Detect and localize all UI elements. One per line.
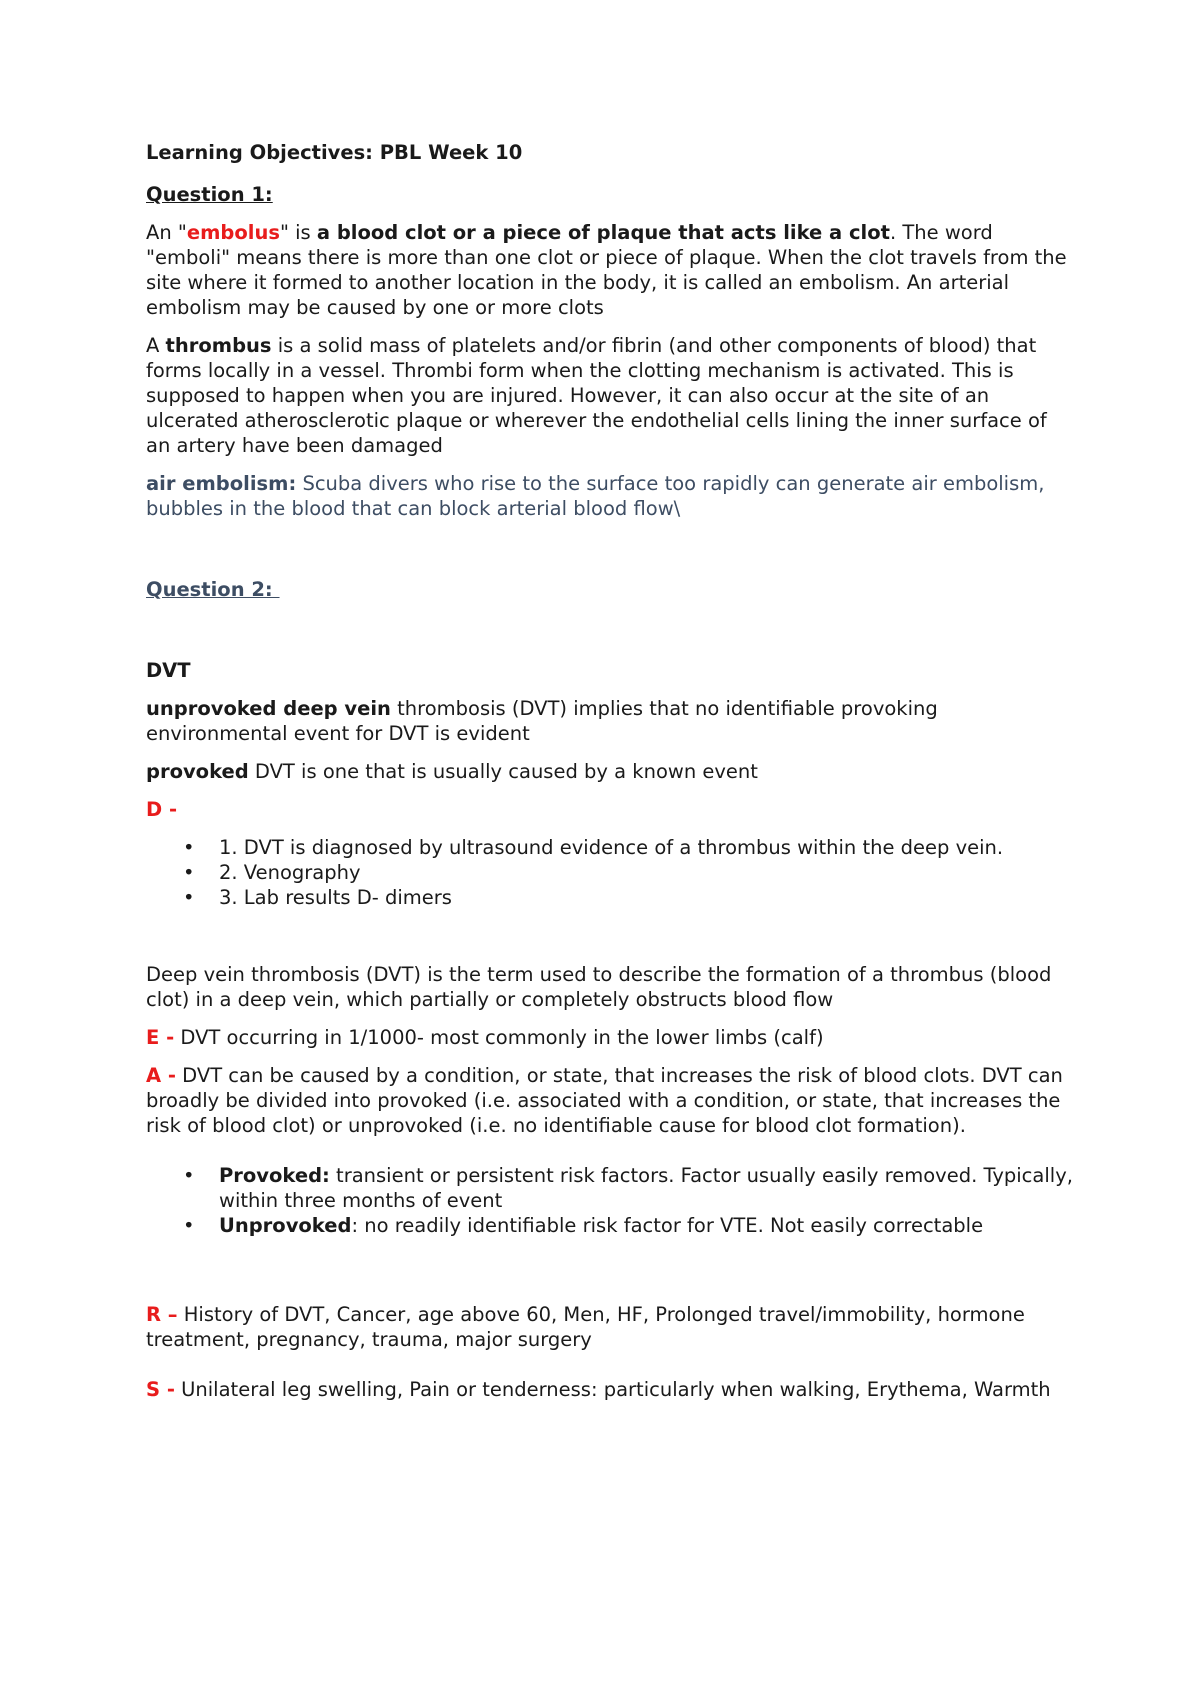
- thrombus-term: thrombus: [165, 334, 272, 357]
- embolus-paragraph: [146, 220, 1076, 320]
- aetiology-label: A -: [146, 1064, 176, 1087]
- provoked-paragraph: [146, 759, 1076, 784]
- embolus-definition: a blood clot or a piece of plaque that acts like a clot: [316, 221, 890, 244]
- unprovoked-paragraph: [146, 696, 1076, 746]
- risk-factors-paragraph: [146, 1302, 1076, 1352]
- bullet-icon: •: [183, 1214, 195, 1237]
- provoked-term: provoked: [146, 760, 249, 783]
- list-item: • 3. Lab results D- dimers: [183, 886, 452, 909]
- list-item: • Provoked: transient or persistent risk factors. Factor usually easily removed. Typically, within three months of event: [183, 1164, 1073, 1212]
- thrombus-rest: is a solid mass of platelets and/or fibrin (and other components of blood) that forms locally in a vessel. Thrombi form when the clotting mechanism is activated. This is supposed to happen when you are injured. However, it can also occur at the site of an ulcerated atherosclerotic plaque or wherever the endothelial cells lining the inner surface of an artery have been damaged: [146, 334, 1047, 457]
- bullet-icon: •: [183, 886, 195, 909]
- aetiology-list: [146, 1163, 1076, 1238]
- risk-factors-label: R –: [146, 1303, 178, 1326]
- thrombus-paragraph: [146, 333, 1076, 458]
- provoked-rest: DVT is one that is usually caused by a known event: [248, 760, 758, 783]
- aetiology-text: DVT can be caused by a condition, or state, that increases the risk of blood clots. DVT can broadly be divided into provoked (i.e. associated with a condition, or state, that increases the risk of blood clot) or unprovoked (i.e. no identifiable cause for blood clot formation).: [146, 1064, 1063, 1137]
- list-item: • 1. DVT is diagnosed by ultrasound evidence of a thrombus within the deep vein.: [183, 836, 1004, 859]
- document-body: [146, 140, 1076, 1402]
- unprovoked-term: unprovoked deep vein: [146, 697, 391, 720]
- air-embolism-paragraph: [146, 471, 1076, 521]
- diagnosis-label: D -: [146, 798, 178, 821]
- symptoms-text: Unilateral leg swelling, Pain or tenderness: particularly when walking, Erythema, Warmth: [174, 1378, 1051, 1401]
- unprovoked-rest: thrombosis (DVT) implies that no identifiable provoking environmental event for DVT is evident: [146, 697, 938, 745]
- question-2-heading: Question 2:: [146, 578, 280, 601]
- risk-factors-text: History of DVT, Cancer, age above 60, Men, HF, Prolonged travel/immobility, hormone treatment, pregnancy, trauma, major surgery: [146, 1303, 1025, 1351]
- epidemiology-label: E -: [146, 1026, 175, 1049]
- bullet-icon: •: [183, 1164, 195, 1187]
- symptoms-paragraph: [146, 1377, 1076, 1402]
- embolus-an: An ": [146, 221, 187, 244]
- epidemiology-text: DVT occurring in 1/1000- most commonly in the lower limbs (calf): [174, 1026, 824, 1049]
- page-title: Learning Objectives: PBL Week 10: [146, 141, 523, 164]
- deep-vein-paragraph: Deep vein thrombosis (DVT) is the term used to describe the formation of a thrombus (blood clot) in a deep vein, which partially or completely obstructs blood flow: [146, 963, 1052, 1011]
- embolus-rest: . The word "emboli" means there is more than one clot or piece of plaque. When the clot travels from the site where it formed to another location in the body, it is called an embolism. An arterial embolism may be caused by one or more clots: [146, 221, 1067, 319]
- epidemiology-paragraph: [146, 1025, 1076, 1050]
- list-item: • Unprovoked: no readily identifiable risk factor for VTE. Not easily correctable: [183, 1214, 984, 1237]
- embolus-term: embolus: [186, 221, 280, 244]
- diagnosis-list: [146, 835, 1076, 910]
- aetiology-paragraph: [146, 1063, 1076, 1138]
- question-1-heading: Question 1:: [146, 183, 273, 206]
- list-item: • 2. Venography: [183, 861, 361, 884]
- thrombus-a: A: [146, 334, 166, 357]
- bullet-icon: •: [183, 861, 195, 884]
- symptoms-label: S -: [146, 1378, 175, 1401]
- air-embolism-term: air embolism:: [146, 472, 297, 495]
- air-embolism-rest: Scuba divers who rise to the surface too rapidly can generate air embolism, bubbles in the blood that can block arterial blood flow\: [146, 472, 1045, 520]
- embolus-quote-is: " is: [279, 221, 317, 244]
- dvt-heading: DVT: [146, 659, 191, 682]
- bullet-icon: •: [183, 836, 195, 859]
